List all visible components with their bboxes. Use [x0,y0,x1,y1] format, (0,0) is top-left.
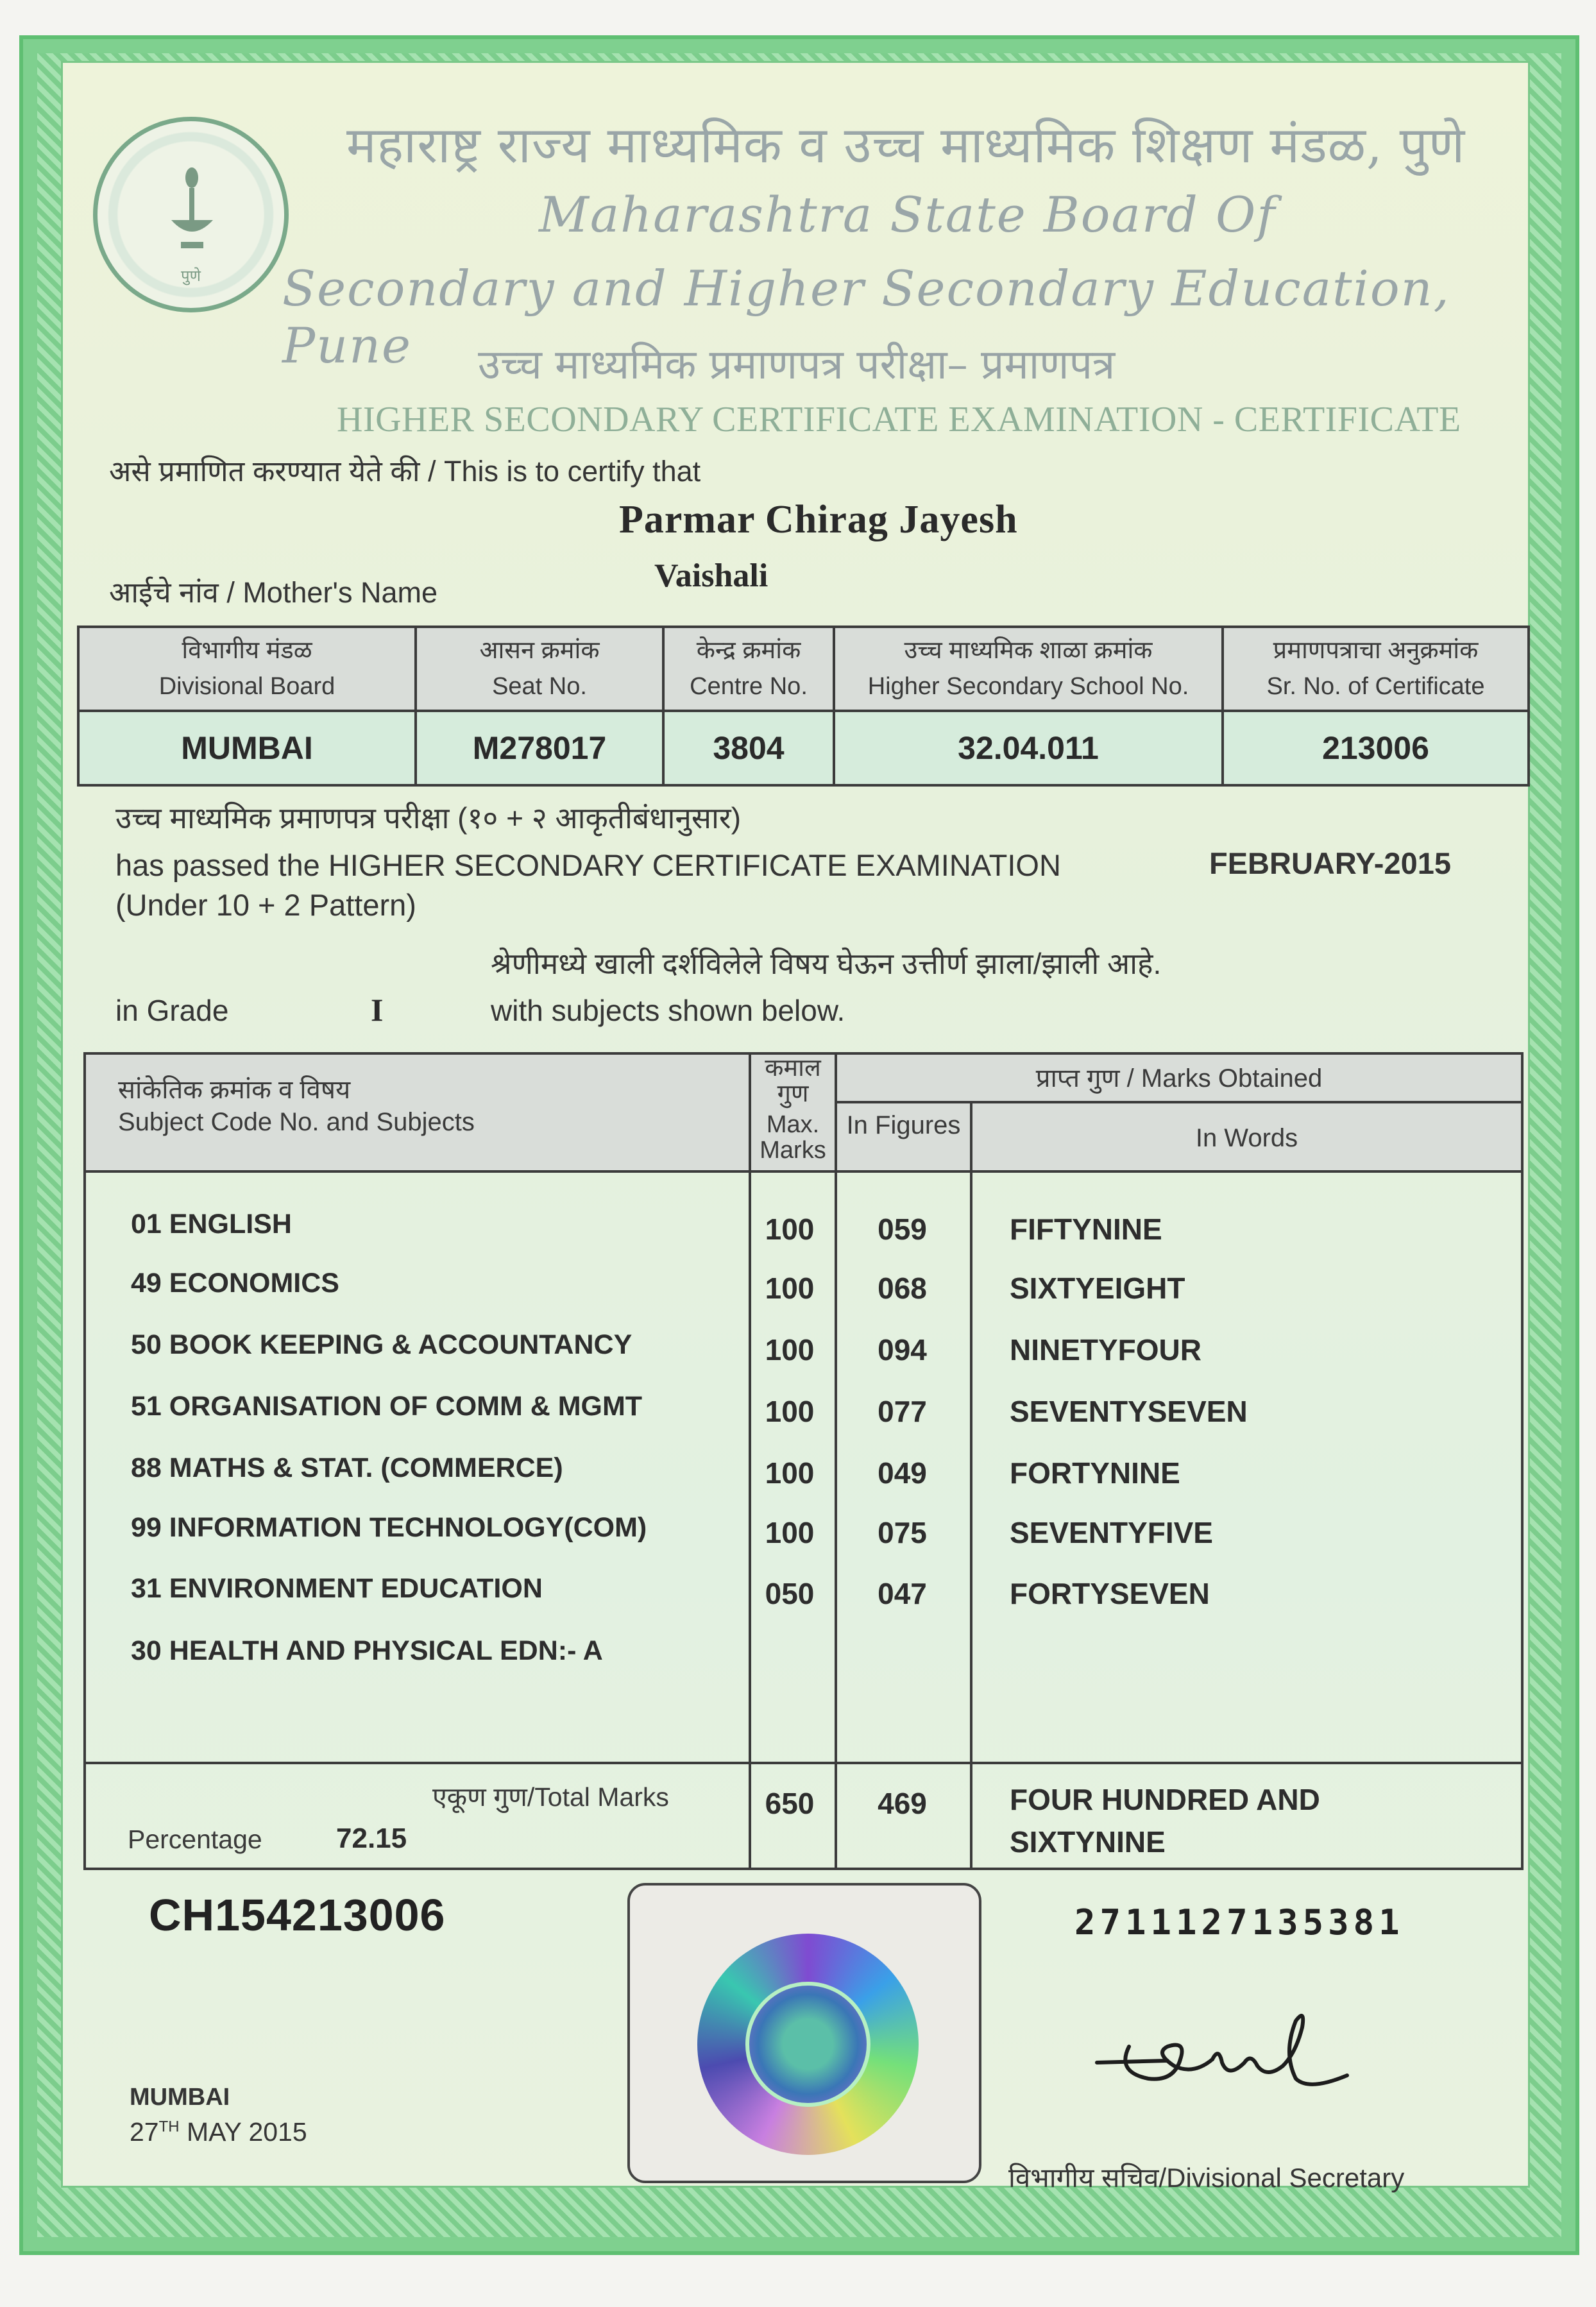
subject-marks-figures: 047 [878,1577,927,1610]
percentage-label: Percentage [128,1825,262,1854]
exam-text-marathi: उच्च माध्यमिक प्रमाणपत्र परीक्षा (१० + २ आकृतीबंधानुसार) [115,801,742,835]
marks-obtained-header: प्राप्त गुण / Marks Obtained [1035,1064,1323,1093]
grade-value: I [371,992,384,1028]
divisional-secretary-label: विभागीय सचिव/Divisional Secretary [1008,2163,1405,2193]
header-certificate-sr-no: प्रमाणपत्राचा अनुक्रमांक Sr. No. of Certificate [1223,627,1529,711]
candidate-name: Parmar Chirag Jayesh [619,498,1018,541]
subject-marks-figures: 049 [878,1456,927,1490]
subject-marks-figures: 068 [878,1272,927,1305]
mother-name: Vaishali [654,558,768,594]
issue-date: 27TH MAY 2015 [130,2117,307,2147]
subject-marks-figures: 077 [878,1395,927,1428]
exam-text-english: has passed the HIGHER SECONDARY CERTIFICATE EXAMINATION (Under 10 + 2 Pattern) [115,848,1061,922]
subject-max-marks: 100 [765,1395,815,1428]
marks-table [83,1052,1524,1870]
seat-no-value: M278017 [416,711,663,785]
total-max-marks: 650 [765,1787,815,1820]
subject-header: सांकेतिक क्रमांक व विषय Subject Code No. and Subjects [118,1076,475,1136]
subject-name: 50 BOOK KEEPING & ACCOUNTANCY [131,1329,632,1360]
subject-max-marks: 100 [765,1516,815,1549]
hologram-seal [697,1934,919,2155]
subject-marks-figures: 094 [878,1333,927,1366]
divider [835,1101,1521,1103]
subject-name: 51 ORGANISATION OF COMM & MGMT [131,1391,643,1422]
in-words-header: In Words [1195,1124,1298,1152]
certificate-title-english: HIGHER SECONDARY CERTIFICATE EXAMINATION - CERTIFICATE [337,400,1461,439]
subject-max-marks: 100 [765,1456,815,1490]
seal-caption: पुणे [181,267,201,285]
grade-label: in Grade [115,994,229,1027]
subject-marks-words: FIFTYNINE [1010,1213,1162,1246]
subject-max-marks: 100 [765,1272,815,1305]
in-figures-header: In Figures [846,1111,961,1139]
subject-max-marks: 100 [765,1213,815,1246]
subject-name: 99 INFORMATION TECHNOLOGY(COM) [131,1512,647,1543]
subject-marks-words: SEVENTYFIVE [1010,1516,1213,1549]
total-marks-obtained: 469 [878,1787,927,1820]
subject-name: 49 ECONOMICS [131,1268,339,1298]
subject-marks-words: NINETYFOUR [1010,1333,1201,1366]
subject-marks-figures: 059 [878,1213,927,1246]
lamp-icon [168,166,216,256]
signature [1091,2002,1360,2104]
info-table [77,626,1530,787]
board-name-english-line1: Maharashtra State Board Of [539,186,1277,243]
percentage-value: 72.15 [336,1823,407,1854]
exam-session: FEBRUARY-2015 [1209,846,1451,880]
total-marks-words: FOUR HUNDRED AND SIXTYNINE [1010,1783,1320,1859]
hologram-box [627,1883,981,2183]
serial-number: 2711127135381 [1074,1902,1404,1943]
certificate-title-marathi: उच्च माध्यमिक प्रमाणपत्र परीक्षा– प्रमाणपत्र [478,341,1116,389]
grade-text-english: with subjects shown below. [491,994,845,1027]
board-name-english-line2: Secondary and Higher Secondary Education, Pune [282,260,1450,374]
header-centre-no: केन्द्र क्रमांक Centre No. [663,627,834,711]
centre-no-value: 3804 [663,711,834,785]
header-seat-no: आसन क्रमांक Seat No. [416,627,663,711]
board-seal [93,117,289,312]
subject-name: 30 HEALTH AND PHYSICAL EDN:- A [131,1635,603,1666]
issue-place: MUMBAI [130,2084,230,2111]
subject-name: 31 ENVIRONMENT EDUCATION [131,1573,543,1604]
certificate-sr-no-value: 213006 [1223,711,1529,785]
certificate-code: CH154213006 [149,1890,446,1940]
subject-name: 88 MATHS & STAT. (COMMERCE) [131,1452,563,1483]
certify-label: असे प्रमाणित करण्यात येते की / This is to certify that [109,455,701,488]
divider [970,1101,972,1868]
divider [86,1762,1521,1764]
total-marks-label: एकूण गुण/Total Marks [432,1782,669,1812]
subject-marks-words: SEVENTYSEVEN [1010,1395,1248,1428]
school-no-value: 32.04.011 [834,711,1223,785]
divisional-board-value: MUMBAI [78,711,416,785]
grade-text-marathi: श्रेणीमध्ये खाली दर्शविलेले विषय घेऊन उत्तीर्ण झाला/झाली आहे. [491,947,1162,980]
subject-marks-words: SIXTYEIGHT [1010,1272,1185,1305]
max-marks-header: कमाल गुण Max. Marks [760,1055,826,1164]
subject-max-marks: 100 [765,1333,815,1366]
hologram-emblem-icon [745,1982,870,2107]
subject-marks-words: FORTYNINE [1010,1456,1180,1490]
subject-max-marks: 050 [765,1577,815,1610]
mother-name-label: आईचे नांव / Mother's Name [109,576,438,609]
header-divisional-board: विभागीय मंडळ Divisional Board [78,627,416,711]
subject-name: 01 ENGLISH [131,1209,292,1239]
board-name-marathi: महाराष्ट्र राज्य माध्यमिक व उच्च माध्यमिक शिक्षण मंडळ, पुणे [346,117,1466,175]
subject-marks-words: FORTYSEVEN [1010,1577,1210,1610]
subject-marks-figures: 075 [878,1516,927,1549]
header-school-no: उच्च माध्यमिक शाळा क्रमांक Higher Secondary School No. [834,627,1223,711]
